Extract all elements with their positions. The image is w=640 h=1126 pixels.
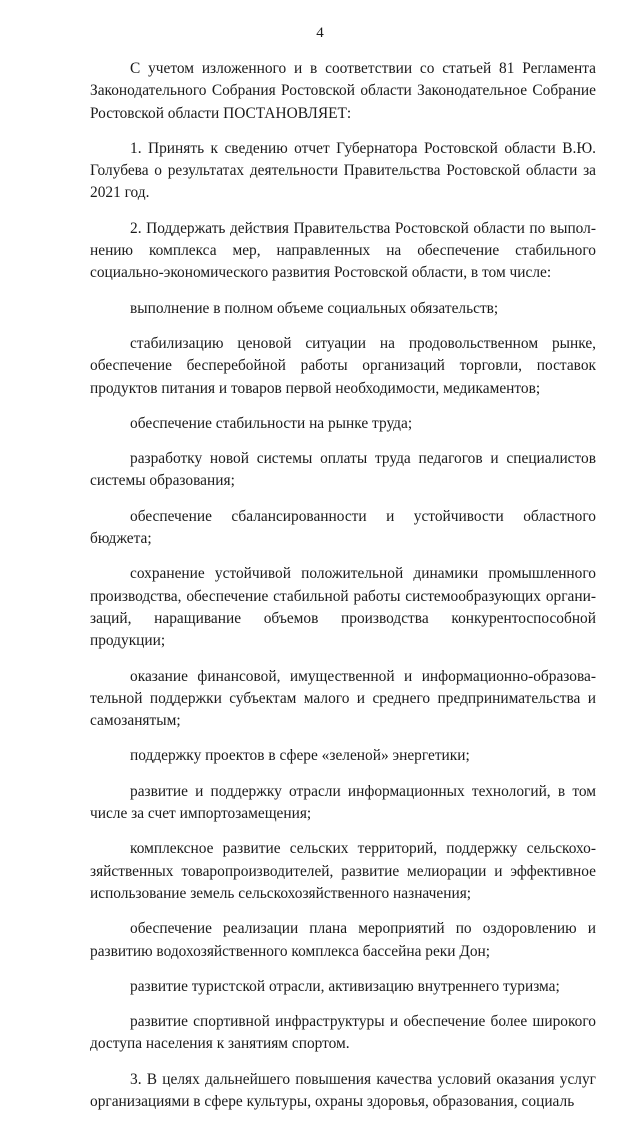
list-item: развитие и поддержку отрасли информационных технологий, в том числе за счет импортозамещения; — [90, 782, 596, 823]
list-item: комплексное развитие сельских территорий, поддержку сельскохозяйственных товаропроизводителей, развитие мелиорации и эффективное использование земель сельскохозяйственного назначения; — [90, 840, 596, 902]
list-item: поддержку проектов в сфере «зеленой» энергетики; — [130, 747, 470, 765]
list-item: обеспечение сбалансированности и устойчивости областного бюджета; — [90, 507, 596, 548]
list-item: оказание финансовой, имущественной и информационно-образовательной поддержки субъектам малого и среднего предпринимательства и самозанятым; — [90, 667, 596, 730]
list-item: развитие спортивной инфраструктуры и обеспечение более широкого доступа населения к занятиям спортом. — [90, 1013, 596, 1053]
list-item: разработку новой системы оплаты труда педагогов и специалистов системы образования; — [90, 450, 596, 490]
list-item: выполнение в полном объеме социальных обязательств; — [130, 299, 499, 317]
paragraph-item-1: 1. Принять к сведению отчет Губернатора Ростовской области В.Ю. Голубева о результатах деятельности Правительства Ростовской области за 2021 год. — [90, 139, 596, 202]
list-item: сохранение устойчивой положительной динамики промышленного производства, обеспечение стабильной работы системообразующих организаций, наращивание объемов производства конкурентоспособной продукции; — [90, 565, 596, 650]
paragraph-preamble: С учетом изложенного и в соответствии со статьей 81 Регламента Законодательного Собрания Ростовской области Законодательное Собрание Ростовской области ПОСТАНОВЛЯЕТ: — [90, 60, 596, 122]
paragraph-item-3: 3. В целях дальнейшего повышения качества условий оказания услуг организациями в сфере культуры, охраны здоровья, образования, социаль — [90, 1070, 596, 1110]
list-item: развитие туристской отрасли, активизацию внутреннего туризма; — [130, 977, 560, 995]
list-item: обеспечение реализации плана мероприятий по оздоровлению и развитию водохозяйственного комплекса бассейна реки Дон; — [90, 920, 596, 960]
page-number: 4 — [316, 25, 324, 41]
document-body — [90, 58, 596, 1126]
list-item: обеспечение стабильности на рынке труда; — [130, 414, 413, 432]
paragraph-item-2: 2. Поддержать действия Правительства Ростовской области по выполнению комплекса мер, направленных на обеспечение стабильного социально-экономического развития Ростовской области, в том числе: — [90, 219, 596, 282]
list-item: стабилизацию ценовой ситуации на продовольственном рынке, обеспечение бесперебойной работы организаций торговли, поставок продуктов питания и товаров первой необходимости, медикаментов; — [90, 334, 596, 397]
